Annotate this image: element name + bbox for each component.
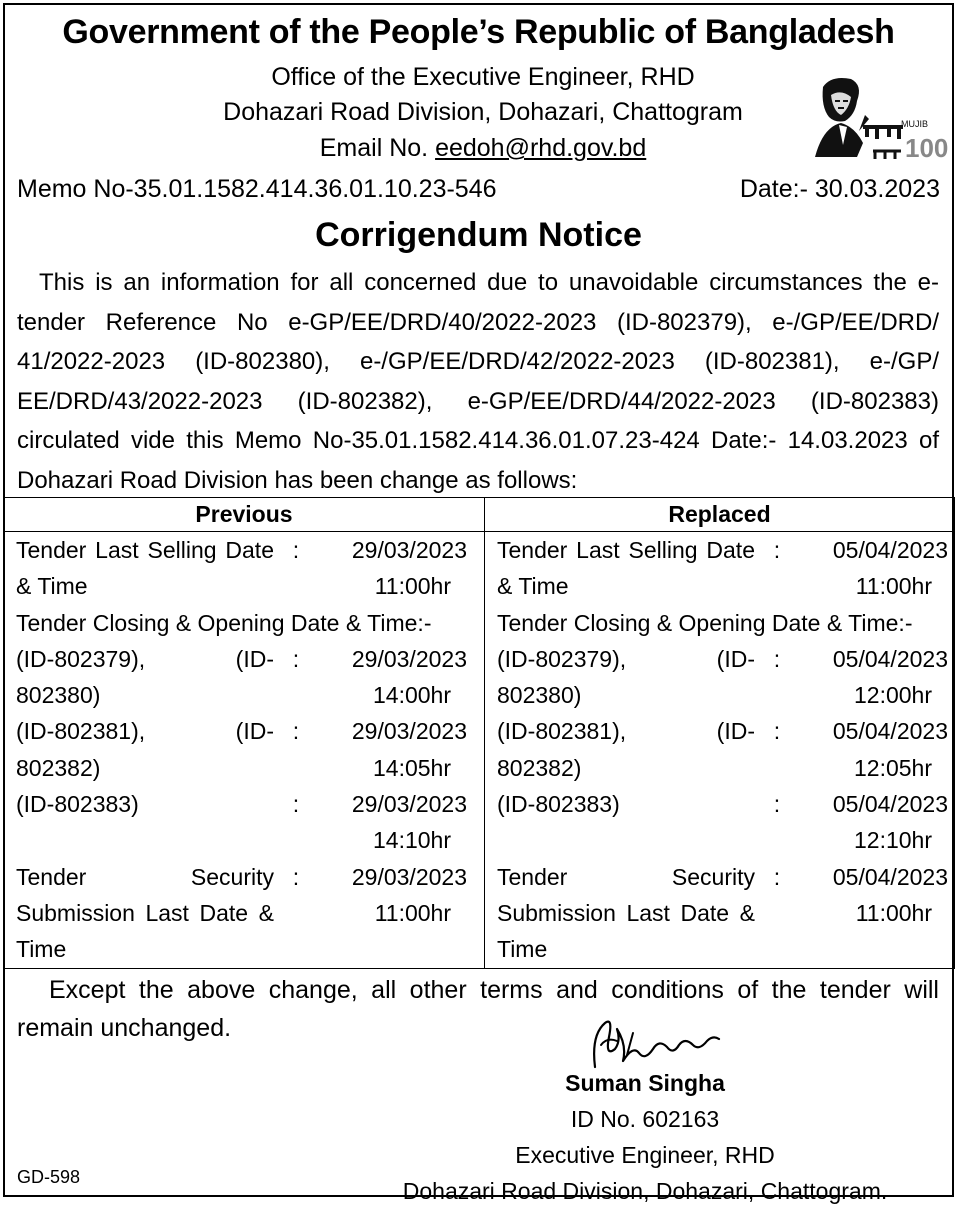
- date-value: 29/03/2023: [351, 718, 467, 745]
- row-value: [799, 532, 948, 605]
- group-row: [4, 713, 484, 786]
- replaced-header: Replaced: [485, 498, 955, 532]
- colon: :: [292, 537, 300, 563]
- row-value: [318, 713, 467, 786]
- row-label: Tender Last Selling Date & Time: [497, 537, 755, 600]
- row-value: [799, 859, 948, 968]
- change-table: [3, 497, 955, 969]
- security-row: [4, 859, 484, 968]
- time-value: 14:00hr: [372, 682, 451, 709]
- date-value: 05/04/2023: [832, 645, 948, 672]
- row-value: [799, 641, 948, 714]
- notice-title: Corrigendum Notice: [315, 216, 642, 254]
- colon: :: [292, 718, 300, 745]
- signatory-office: Dohazari Road Division, Dohazari, Chattogram.: [402, 1178, 888, 1204]
- email-label: Email No.: [319, 134, 429, 162]
- closing-heading: Tender Closing & Opening Date & Time:-: [497, 609, 913, 636]
- date-value: 05/04/2023: [832, 537, 948, 563]
- row-label: (ID-802381), (ID-802382): [16, 718, 274, 781]
- time-value: 12:00hr: [853, 682, 932, 709]
- signature-block: [385, 1065, 905, 1209]
- selling-row: [485, 532, 954, 605]
- colon: :: [773, 645, 781, 672]
- table-header-row: [4, 498, 955, 532]
- date-value: 05/04/2023: [832, 718, 948, 745]
- row-label: (ID-802379), (ID-802380): [497, 645, 755, 709]
- group-row: [485, 713, 954, 786]
- colon: :: [773, 718, 781, 745]
- memo-date: Date:- 30.03.2023: [739, 175, 940, 203]
- replaced-column: [485, 532, 955, 969]
- row-label: (ID-802381), (ID-802382): [497, 718, 755, 781]
- row-value: [799, 786, 948, 859]
- gd-code: GD-598: [17, 1167, 81, 1187]
- date-value: 29/03/2023: [351, 645, 467, 672]
- row-label: (ID-802379), (ID-802380): [16, 645, 274, 709]
- row-value: [318, 641, 467, 714]
- signatory-name: Suman Singha: [565, 1070, 725, 1096]
- previous-column: [4, 532, 485, 969]
- row-value: [318, 532, 467, 605]
- security-row: [485, 859, 954, 968]
- table-body-row: [4, 532, 955, 969]
- row-value: [799, 713, 948, 786]
- date-value: 05/04/2023: [832, 791, 948, 818]
- government-title: Government of the People’s Republic of Bangladesh: [62, 13, 895, 51]
- row-value: [318, 859, 467, 968]
- selling-row: [4, 532, 484, 605]
- time-value: 12:05hr: [853, 754, 932, 781]
- signatory-id: ID No. 602163: [570, 1106, 720, 1132]
- date-value: 29/03/2023: [351, 537, 467, 563]
- row-label: (ID-802383): [497, 791, 620, 818]
- group-row: [4, 641, 484, 714]
- group-row: [485, 786, 954, 859]
- time-value: 12:10hr: [853, 827, 932, 854]
- closing-paragraph: Except the above change, all other terms and conditions of the tender will remain unchanged.: [17, 976, 939, 1042]
- closing-heading: Tender Closing & Opening Date & Time:-: [16, 609, 432, 636]
- mujib-100-logo: [805, 75, 949, 165]
- division-name: Dohazari Road Division, Dohazari, Chattogram: [223, 98, 743, 126]
- date-value: 29/03/2023: [351, 863, 467, 890]
- row-label: Tender Security Submission Last Date & Time: [16, 863, 274, 963]
- notice-page: [3, 3, 954, 1204]
- time-value: 11:00hr: [855, 573, 932, 600]
- date-value: 29/03/2023: [351, 791, 467, 818]
- time-value: 11:00hr: [374, 899, 451, 926]
- colon: :: [292, 645, 300, 672]
- email-link[interactable]: eedoh@rhd.gov.bd: [435, 134, 647, 162]
- group-row: [4, 786, 484, 859]
- memo-number: Memo No-35.01.1582.414.36.01.10.23-546: [17, 175, 497, 203]
- row-value: [318, 786, 467, 859]
- group-row: [485, 641, 954, 714]
- intro-paragraph: This is an information for all concerned due to unavoidable circumstances the e-tender Reference No e-GP/EE/DRD/40/2022-2023 (ID-802379), e-/GP/EE/DRD/ 41/2022-2023 (ID-802380), e-/GP/EE/DRD/42/2022-2023 (ID-802381), e-/GP/ EE/DRD/43/2022-2023 (ID-802382), e-GP/EE/DRD/44/2022-2023 (ID-802383) circulated vide this Memo No-35.01.1582.414.36.01.07.23-424 Date:- 14.03.2023 of Dohazari Road Division has been change as follows:: [17, 269, 939, 494]
- svg-text:MUJIB: MUJIB: [901, 119, 928, 129]
- time-value: 11:00hr: [855, 899, 932, 926]
- colon: :: [773, 863, 781, 890]
- row-label: (ID-802383): [16, 791, 139, 818]
- date-value: 05/04/2023: [832, 863, 948, 890]
- office-name: Office of the Executive Engineer, RHD: [271, 63, 695, 91]
- colon: :: [292, 863, 300, 890]
- signatory-designation: Executive Engineer, RHD: [515, 1142, 775, 1168]
- row-label: Tender Last Selling Date & Time: [16, 537, 274, 600]
- svg-text:100: 100: [905, 133, 949, 163]
- time-value: 14:10hr: [372, 827, 451, 854]
- time-value: 14:05hr: [372, 754, 451, 781]
- row-label: Tender Security Submission Last Date & Time: [497, 863, 755, 963]
- colon: :: [773, 537, 781, 563]
- colon: :: [773, 791, 781, 818]
- colon: :: [292, 791, 300, 818]
- time-value: 11:00hr: [374, 573, 451, 600]
- previous-header: Previous: [4, 498, 485, 532]
